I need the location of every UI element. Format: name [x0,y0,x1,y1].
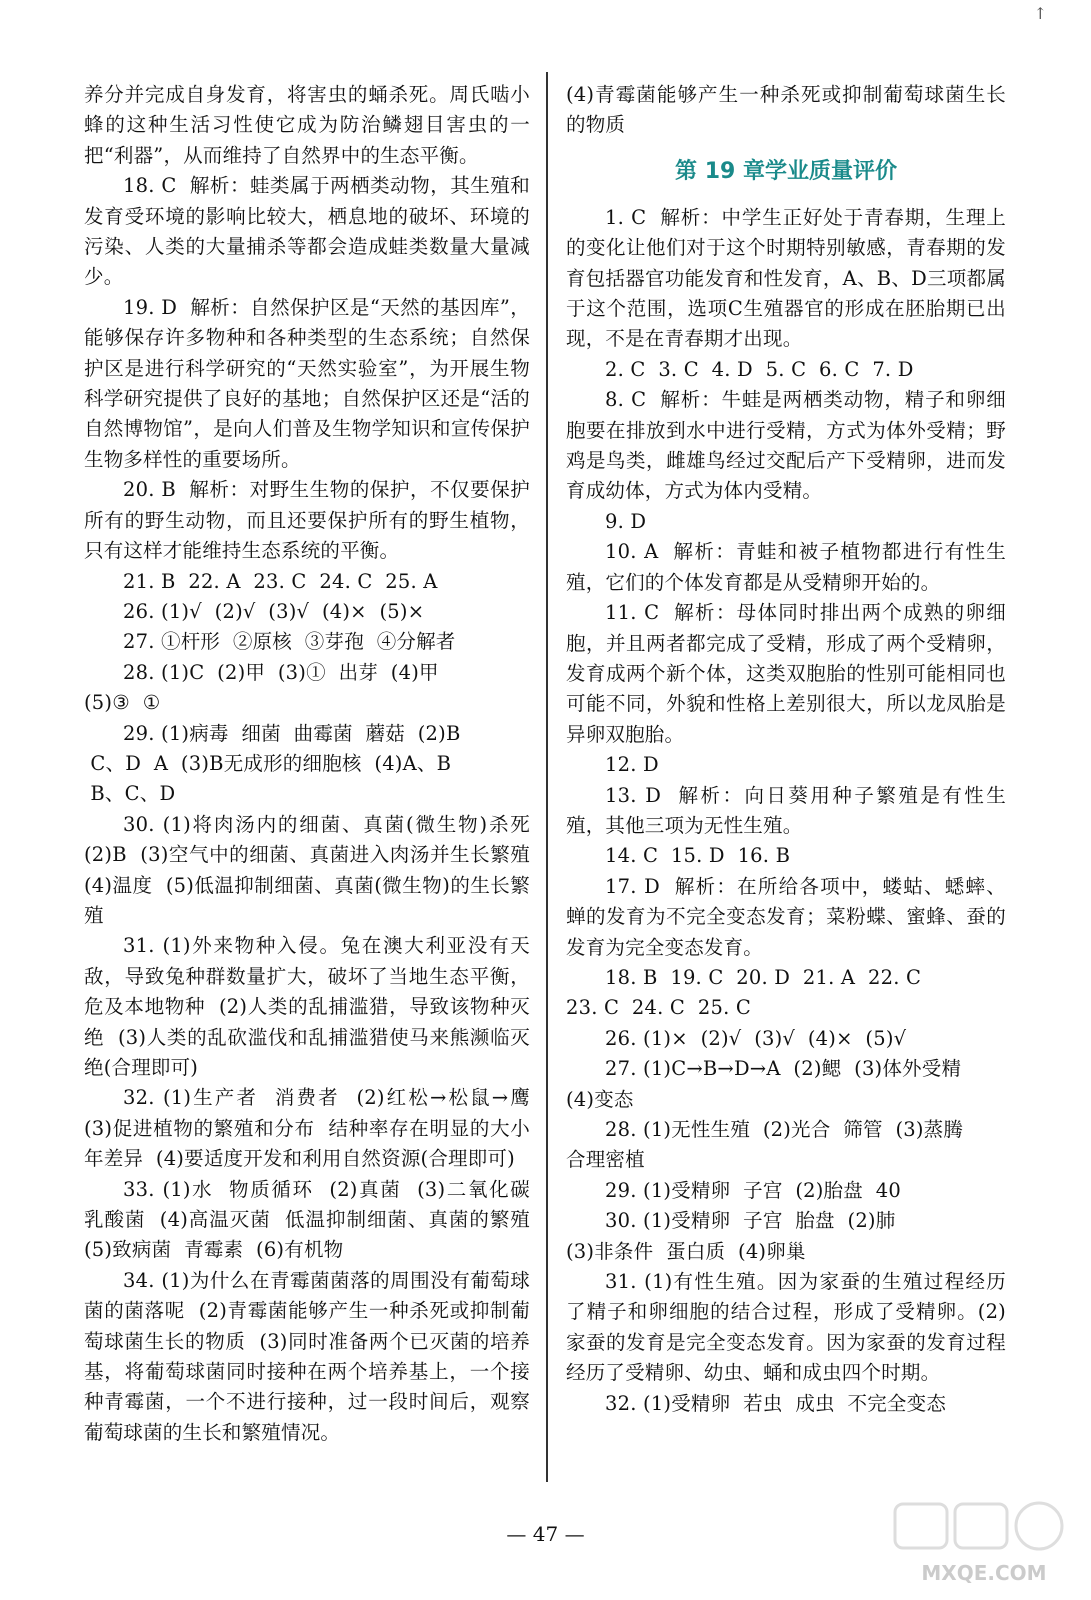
left-paragraph: 18. C 解析：蛙类属于两栖类动物，其生殖和发育受环境的影响比较大，栖息地的破坏、环境的污染、人类的大量捕杀等都会造成蛙类数量大量减少。 [84,174,530,289]
left-paragraph: 养分并完成自身发育，将害虫的蛹杀死。周氏啮小蜂的这种生活习性使它成为防治鳞翅目害虫的一把“利器”，从而维持了自然界中的生态平衡。 [84,83,530,167]
left-column [84,80,543,1448]
right-paragraph: 12. D [605,753,659,777]
right-paragraph: 27. (1)C→B→D→A (2)鳃 (3)体外受精 (4)变态 [566,1057,962,1111]
left-paragraph: 27. ①杆形 ②原核 ③芽孢 ④分解者 [123,630,456,654]
right-column [566,80,1006,1419]
answer-paragraph-intro: (4)青霉菌能够产生一种杀死或抑制葡萄球菌生长的物质 [566,83,1006,137]
watermark-logo [889,1498,1079,1590]
section-heading: 第 19 章学业质量评价 [675,158,897,184]
answer-list [566,203,1006,1419]
right-paragraph: 30. (1)受精卵 子宫 胎盘 (2)肺 (3)非条件 蛋白质 (4)卵巢 [566,1209,896,1263]
svg-text:MXQE.COM: MXQE.COM [921,1561,1047,1585]
right-paragraph: 32. (1)受精卵 若虫 成虫 不完全变态 [605,1391,947,1415]
left-paragraph: 29. (1)病毒 细菌 曲霉菌 蘑菇 (2)B C、D A (3)B无成形的细胞核 (4)A、B B、C、D [90,721,461,806]
left-paragraph: 32. (1)生产者 消费者 (2)红松→松鼠→鹰 (3)促进植物的繁殖和分布 结种率存在明显的大小年差异 (4)要适度开发和利用自然资源(合理即可) [84,1086,543,1171]
right-paragraph: 2. C 3. C 4. D 5. C 6. C 7. D [605,357,914,381]
right-paragraph: 10. A 解析：青蛙和被子植物都进行有性生殖，它们的个体发育都是从受精卵开始的。 [566,540,1006,594]
right-paragraph: 1. C 解析：中学生正好处于青春期，生理上的变化让他们对于这个时期特别敏感，青春期的发育包括器官功能发育和性发育，A、B、D三项都属于这个范围，选项C生殖器官的形成在胚胎期已出现，不是在青春期才出现。 [566,205,1006,351]
page-number: — 47 — [506,1522,585,1546]
right-paragraph: 9. D [605,509,647,533]
left-paragraph: 34. (1)为什么在青霉菌菌落的周围没有葡萄球菌的菌落呢 (2)青霉菌能够产生一种杀死或抑制葡萄球菌生长的物质 (3)同时准备两个已灭菌的培养基，将葡萄球菌同时接种在两个培养基上，一个接种青霉菌，一个不进行接种，过一段时间后，观察葡萄球菌的生长和繁殖情况。 [84,1268,530,1444]
right-paragraph: 28. (1)无性生殖 (2)光合 筛管 (3)蒸腾 合理密植 [566,1118,964,1172]
left-paragraph: 20. B 解析：对野生生物的保护，不仅要保护所有的野生动物，而且还要保护所有的野生植物，只有这样才能维持生态系统的平衡。 [84,478,530,563]
corner-mark: ↑ [1033,4,1047,23]
right-paragraph: 31. (1)有性生殖。因为家蚕的生殖过程经历了精子和卵细胞的结合过程，形成了受精卵。(2)家蚕的发育是完全变态发育。因为家蚕的发育过程经历了受精卵、幼虫、蛹和成虫四个时期。 [566,1270,1006,1385]
right-paragraph: 14. C 15. D 16. B [605,844,791,868]
left-paragraph: 30. (1)将肉汤内的细菌、真菌(微生物)杀死 (2)B (3)空气中的细菌、真菌进入肉汤并生长繁殖 (4)温度 (5)低温抑制细菌、真菌(微生物)的生长繁殖 [84,812,543,927]
right-paragraph: 18. B 19. C 20. D 21. A 22. C 23. C 24. C 25. C [566,965,922,1020]
left-paragraph: 33. (1)水 物质循环 (2)真菌 (3)二氧化碳 乳酸菌 (4)高温灭菌 低温抑制细菌、真菌的繁殖 (5)致病菌 青霉素 (6)有机物 [84,1177,543,1262]
left-paragraph: 26. (1)√ (2)√ (3)√ (4)× (5)× [123,599,425,623]
right-paragraph: 13. D 解析：向日葵用种子繁殖是有性生殖，其他三项为无性生殖。 [566,783,1006,837]
left-paragraph: 31. (1)外来物种入侵。兔在澳大利亚没有天敌，导致兔种群数量扩大，破坏了当地生态平衡，危及本地物种 (2)人类的乱捕滥猎，导致该物种灭绝 (3)人类的乱砍滥伐和乱捕滥猎使马来熊濒临灭绝(合理即可) [84,934,530,1079]
right-paragraph: 8. C 解析：牛蛙是两栖类动物，精子和卵细胞要在排放到水中进行受精，方式为体外受精；野鸡是鸟类，雌雄鸟经过交配后产下受精卵，进而发育成幼体，方式为体内受精。 [566,388,1006,503]
column-divider [546,72,548,1482]
right-paragraph: 26. (1)× (2)√ (3)√ (4)× (5)√ [605,1026,907,1050]
left-paragraph: 28. (1)C (2)甲 (3)① 出芽 (4)甲 (5)③ ① [84,660,439,715]
left-paragraph: 19. D 解析：自然保护区是“天然的基因库”，能够保存许多物种和各种类型的生态系统；自然保护区是进行科学研究的“天然实验室”，为开展生物科学研究提供了良好的基地；自然保护区还是“活的自然博物馆”，是向人们普及生物学知识和宣传保护生物多样性的重要场所。 [84,295,530,471]
left-paragraph: 21. B 22. A 23. C 24. C 25. A [123,569,438,593]
right-paragraph: 29. (1)受精卵 子宫 (2)胎盘 40 [605,1178,901,1202]
right-paragraph: 11. C 解析：母体同时排出两个成熟的卵细胞，并且两者都完成了受精，形成了两个受精卵，发育成两个新个体，这类双胞胎的性别可能相同也可能不同，外貌和性格上差别很大，所以龙凤胎是异卵双胞胎。 [566,601,1006,746]
right-paragraph: 17. D 解析：在所给各项中，蝼蛄、蟋蟀、蝉的发育为不完全变态发育；菜粉蝶、蜜蜂、蚕的发育为完全变态发育。 [566,874,1006,959]
